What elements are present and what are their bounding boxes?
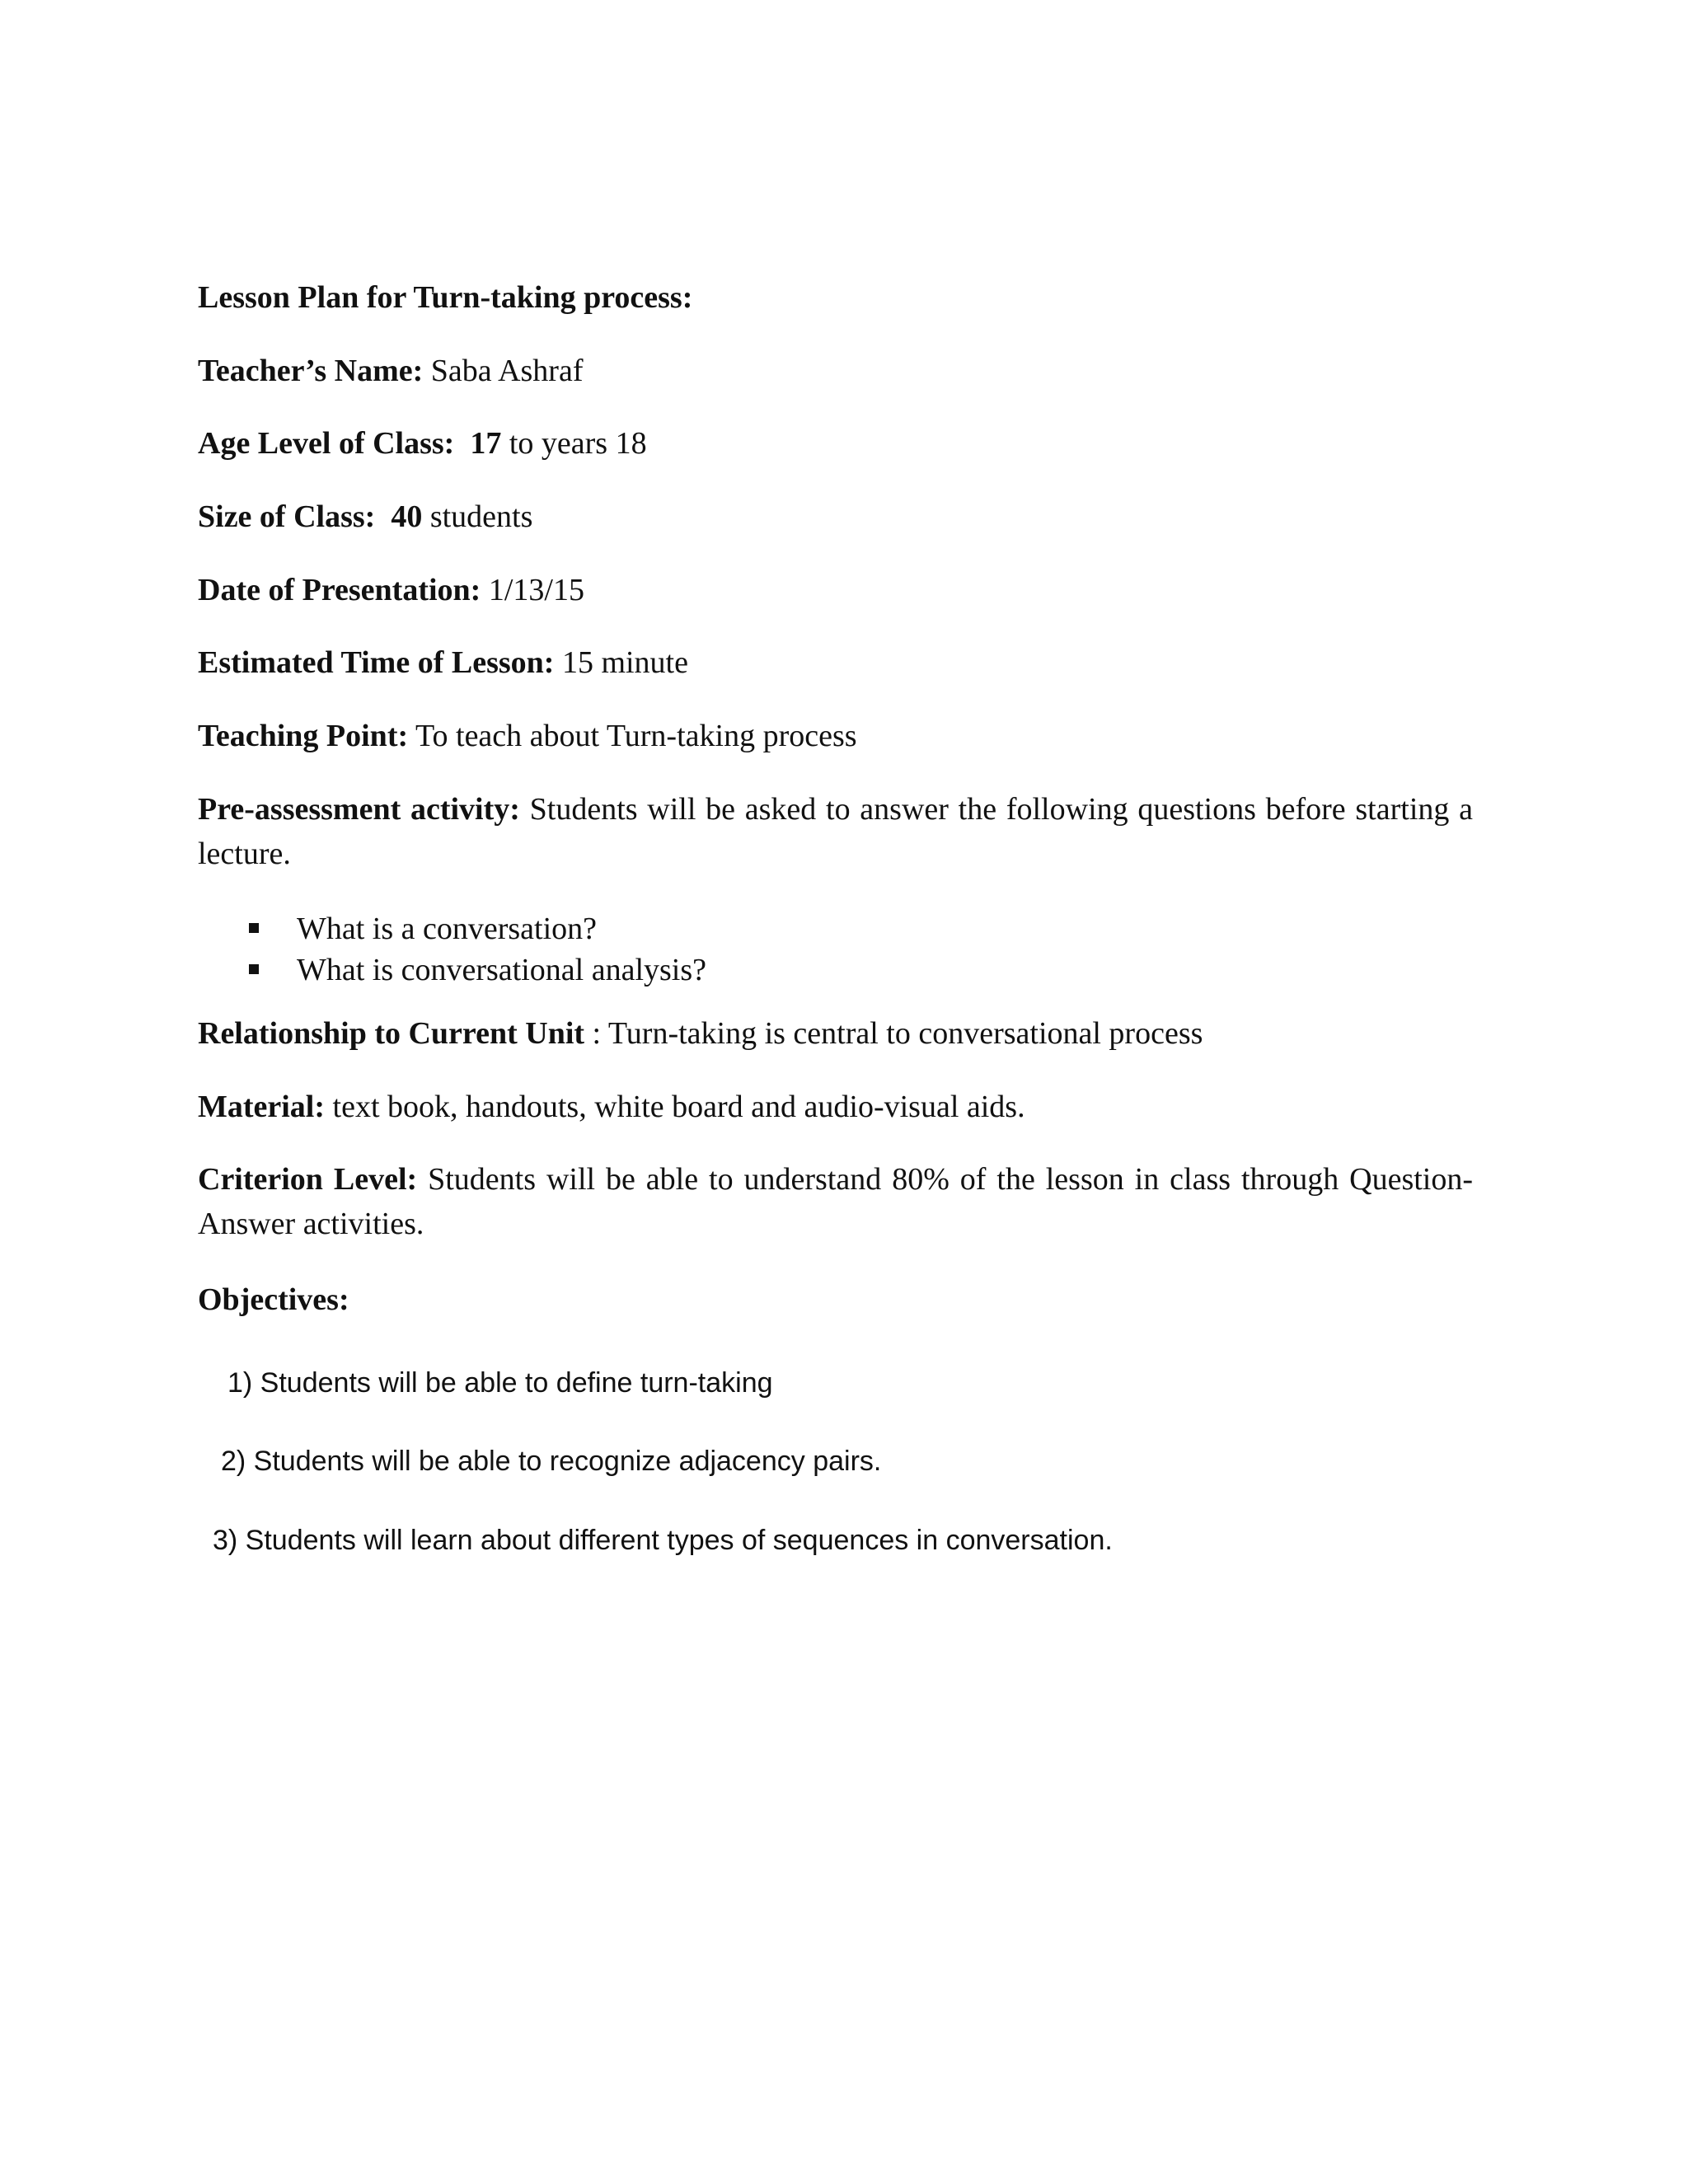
estimated-time-label: Estimated Time of Lesson:: [198, 645, 555, 680]
relationship-field: [198, 1011, 1203, 1056]
material-value: text book, handouts, white board and audio-visual aids.: [325, 1090, 1025, 1124]
age-level-value: to years 18: [501, 426, 647, 461]
criterion-value: Students will be able to understand 80% of the lesson in class through Question-Answer activities.: [198, 1162, 1473, 1241]
class-size-value-bold: 40: [391, 499, 423, 534]
class-size-field: [198, 494, 532, 539]
class-size-value: students: [422, 499, 533, 534]
question-text: What is conversational analysis?: [297, 953, 707, 987]
question-text: What is a conversation?: [297, 912, 598, 946]
pre-assessment-value: Students will be asked to answer the following questions before starting a lecture.: [198, 792, 1473, 871]
criterion-label: Criterion Level:: [198, 1162, 418, 1197]
presentation-date-value: 1/13/15: [481, 573, 584, 607]
material-field: [198, 1085, 1025, 1129]
objective-item: 1) Students will be able to define turn-taking: [227, 1367, 773, 1399]
document-title: Lesson Plan for Turn-taking process:: [198, 280, 693, 315]
criterion-field: [198, 1157, 1473, 1246]
relationship-value: : Turn-taking is central to conversational process: [584, 1016, 1203, 1051]
pre-assessment-questions: [198, 908, 706, 991]
estimated-time-field: [198, 640, 688, 685]
age-level-field: [198, 421, 647, 466]
age-level-label: Age Level of Class:: [198, 426, 455, 461]
presentation-date-field: [198, 568, 584, 612]
teacher-name-label: Teacher’s Name:: [198, 354, 424, 388]
objective-item: 3) Students will learn about different types of sequences in conversation.: [213, 1525, 1113, 1556]
teacher-name-field: [198, 349, 583, 393]
pre-assessment-label: Pre-assessment activity:: [198, 792, 520, 827]
relationship-label: Relationship to Current Unit: [198, 1016, 585, 1051]
pre-assessment-field: [198, 787, 1473, 876]
teaching-point-value: To teach about Turn-taking process: [408, 719, 857, 753]
presentation-date-label: Date of Presentation:: [198, 573, 481, 607]
square-bullet-icon: [249, 923, 259, 933]
class-size-label: Size of Class:: [198, 499, 376, 534]
list-item: [198, 908, 706, 949]
age-level-value-bold: 17: [470, 426, 502, 461]
estimated-time-value: 15 minute: [554, 645, 688, 680]
objective-item: 2) Students will be able to recognize adjacency pairs.: [221, 1446, 882, 1477]
teacher-name-value: Saba Ashraf: [423, 354, 584, 388]
teaching-point-field: [198, 714, 857, 758]
material-label: Material:: [198, 1090, 326, 1124]
square-bullet-icon: [249, 964, 259, 974]
objectives-heading: Objectives:: [198, 1282, 349, 1317]
teaching-point-label: Teaching Point:: [198, 719, 409, 753]
list-item: [198, 949, 706, 991]
